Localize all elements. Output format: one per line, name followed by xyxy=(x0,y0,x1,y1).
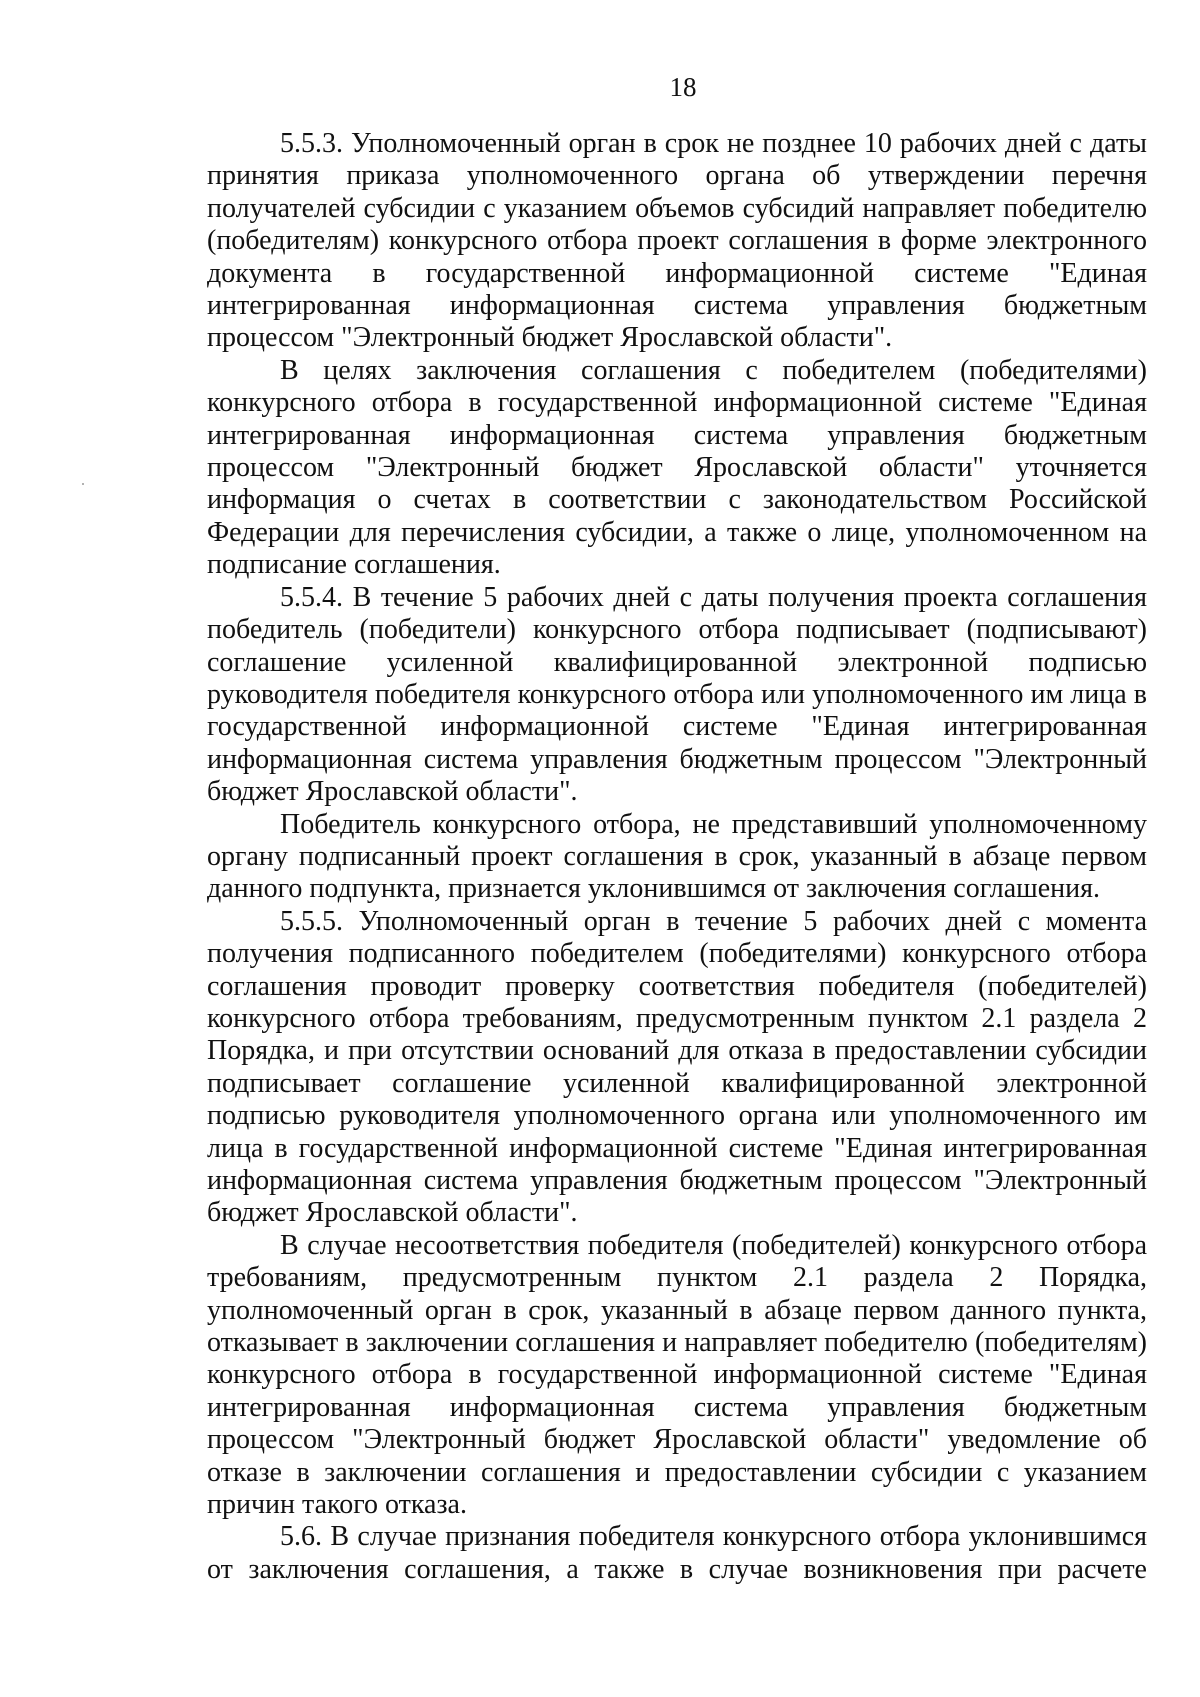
paragraph-5-5-3: 5.5.3. Уполномоченный орган в срок не позднее 10 рабочих дней с даты принятия приказа уполномоченного органа об утверждении перечня получателей субсидии с указанием объемов субсидий направляет победителю (победителям) конкурсного отбора проект соглашения в форме электронного документа в государственной информационной системе "Единая интегрированная информационная система управления бюджетным процессом "Электронный бюджет Ярославской области". xyxy=(207,128,1147,354)
page-number: 18 xyxy=(669,72,697,102)
paragraph-refusal: В случае несоответствия победителя (победителей) конкурсного отбора требованиям, предусмотренным пунктом 2.1 раздела 2 Порядка, уполномоченный орган в срок, указанный в абзаце первом данного пункта, отказывает в заключении соглашения и направляет победителю (победителям) конкурсного отбора в государственной информационной системе "Единая интегрированная информационная система управления бюджетным процессом "Электронный бюджет Ярославской области" уведомление об отказе в заключении соглашения и предоставлении субсидии с указанием причин такого отказа. xyxy=(207,1229,1147,1521)
paragraph-5-5-5: 5.5.5. Уполномоченный орган в течение 5 рабочих дней с момента получения подписанного победителем (победителями) конкурсного отбора соглашения проводит проверку соответствия победителя (победителей) конкурсного отбора требованиям, предусмотренным пунктом 2.1 раздела 2 Порядка, и при отсутствии оснований для отказа в предоставлении субсидии подписывает соглашение усиленной квалифицированной электронной подписью руководителя уполномоченного органа или уполномоченного им лица в государственной информационной системе "Единая интегрированная информационная система управления бюджетным процессом "Электронный бюджет Ярославской области". xyxy=(207,905,1147,1229)
paragraph-info-accounts: В целях заключения соглашения с победителем (победителями) конкурсного отбора в государственной информационной системе "Единая интегрированная информационная система управления бюджетным процессом "Электронный бюджет Ярославской области" уточняется информация о счетах в соответствии с законодательством Российской Федерации для перечисления субсидии, а также о лице, уполномоченном на подписание соглашения. xyxy=(207,354,1147,581)
scan-speck xyxy=(82,483,84,485)
paragraph-evasion: Победитель конкурсного отбора, не представивший уполномоченному органу подписанный проект соглашения в срок, указанный в абзаце первом данного подпункта, признается уклонившимся от заключения соглашения. xyxy=(207,808,1147,905)
document-body xyxy=(207,128,1147,1586)
paragraph-5-5-4: 5.5.4. В течение 5 рабочих дней с даты получения проекта соглашения победитель (победители) конкурсного отбора подписывает (подписывают) соглашение усиленной квалифицированной электронной подписью руководителя победителя конкурсного отбора или уполномоченного им лица в государственной информационной системе "Единая интегрированная информационная система управления бюджетным процессом "Электронный бюджет Ярославской области". xyxy=(207,581,1147,808)
paragraph-5-6: 5.6. В случае признания победителя конкурсного отбора уклонившимся от заключения соглашения, а также в случае возникновения при расчете xyxy=(207,1521,1147,1585)
